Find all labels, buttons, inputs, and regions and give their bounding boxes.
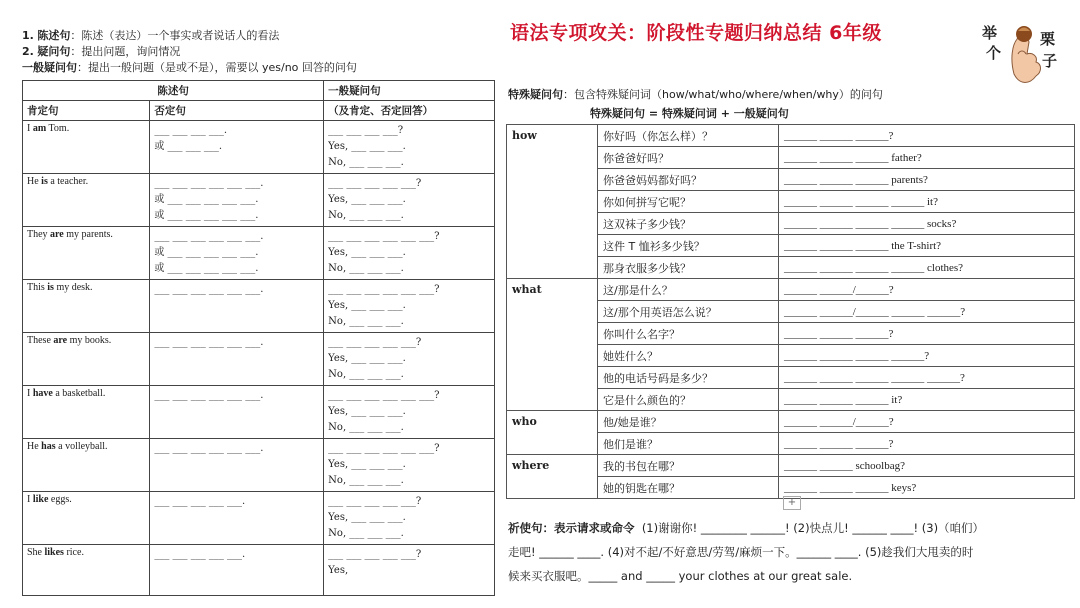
affirmative-cell: [23, 333, 150, 386]
negative-cell: [150, 280, 324, 333]
blank-line: ___ ___ ___ ___ ___ ___?: [328, 443, 440, 454]
english-blank: ______ ______ ______?: [779, 433, 1075, 455]
sentence-text: She: [27, 547, 45, 558]
affirmative-cell: [23, 545, 150, 596]
question-cell: [324, 333, 495, 386]
blank-line: No, ___ ___ ___.: [328, 475, 404, 486]
english-blank: ______ ______ schoolbag?: [779, 455, 1075, 477]
blank-line: Yes, ___ ___ ___.: [328, 512, 406, 523]
blank-line: Yes, ___ ___ ___.: [328, 406, 406, 417]
blank-line: ___ ___ ___ ___ ___ ___.: [154, 337, 264, 348]
verb-highlight: is: [47, 282, 54, 293]
chinese-prompt: 她姓什么？: [598, 345, 779, 367]
english-blank: ______ ______ ______ ______ socks?: [779, 213, 1075, 235]
logo-char: 个: [986, 44, 1002, 62]
special-question-desc: ：包含特殊疑问词（how/what/who/where/when/why）的问句: [563, 88, 883, 101]
blank-line: ___ ___ ___ ___ ___ ___?: [328, 284, 440, 295]
blank-line: ___ ___ ___ ___ ___.: [154, 549, 246, 560]
question-cell: [324, 280, 495, 333]
verb-highlight: am: [32, 123, 47, 134]
chinese-prompt: 他/她是谁？: [598, 411, 779, 433]
sentence-text: my desk.: [53, 282, 93, 293]
sentence-text: Tom.: [46, 123, 70, 134]
blank-line: ___ ___ ___ ___ ___ ___.: [154, 231, 264, 242]
blank-line: Yes,: [328, 565, 349, 576]
blank-line: No, ___ ___ ___.: [328, 316, 404, 327]
verb-highlight: likes: [44, 547, 64, 558]
blank-line: No, ___ ___ ___.: [328, 528, 404, 539]
def-question: [22, 44, 492, 60]
blank-line: No, ___ ___ ___.: [328, 422, 404, 433]
chinese-prompt: 那身衣服多少钱？: [598, 257, 779, 279]
header-statement: 陈述句: [23, 81, 324, 101]
english-blank: ______ ______ ______ father?: [779, 147, 1075, 169]
english-blank: ______ ______ ______ ______ it?: [779, 191, 1075, 213]
question-cell: [324, 227, 495, 280]
question-cell: [324, 492, 495, 545]
chinese-prompt: 你叫什么名字？: [598, 323, 779, 345]
table-row: [23, 545, 495, 596]
blank-line: Yes, ___ ___ ___.: [328, 141, 406, 152]
chinese-prompt: 这件 T 恤衫多少钱？: [598, 235, 779, 257]
logo-char: 举: [982, 24, 998, 42]
verb-highlight: like: [32, 494, 49, 505]
english-blank: ______ ______ ______ ______ clothes?: [779, 257, 1075, 279]
blank-line: 或 ___ ___ ___ ___ ___.: [154, 247, 259, 258]
blank-line: Yes, ___ ___ ___.: [328, 353, 406, 364]
blank-line: Yes, ___ ___ ___.: [328, 300, 406, 311]
english-blank: ______ ______ ______ keys?: [779, 477, 1075, 499]
verb-highlight: are: [53, 335, 68, 346]
chinese-prompt: 她的钥匙在哪？: [598, 477, 779, 499]
table-row: [23, 492, 495, 545]
blank-line: ___ ___ ___ ___ ___ ___.: [154, 284, 264, 295]
blank-line: ___ ___ ___ ___.: [154, 125, 228, 136]
english-blank: ______ ______ ______?: [779, 125, 1075, 147]
negative-cell: [150, 227, 324, 280]
question-cell: [324, 121, 495, 174]
sentence-text: They: [27, 229, 51, 240]
def-desc: ：提出问题，询问情况: [70, 45, 181, 58]
def-num: 1.: [22, 29, 34, 42]
affirmative-cell: [23, 227, 150, 280]
blank-line: ___ ___ ___ ___ ___ ___.: [154, 178, 264, 189]
english-blank: ______ ______ ______ ______?: [779, 345, 1075, 367]
imperative-text: (1)谢谢你! ________ ______! (2)快点儿! ______ ____! (3)（咱们）: [641, 521, 985, 535]
affirmative-cell: [23, 121, 150, 174]
logo-char: 子: [1042, 52, 1058, 70]
sentence-text: a basketball.: [52, 388, 106, 399]
english-blank: ______ ______ ______ it?: [779, 389, 1075, 411]
question-word: where: [507, 455, 598, 499]
sentence-text: He: [27, 176, 42, 187]
special-question-term: 特殊疑问句: [508, 88, 563, 101]
blank-line: ___ ___ ___ ___ ___ ___?: [328, 390, 440, 401]
question-cell: [324, 174, 495, 227]
sentence-text: I: [27, 123, 33, 134]
sentence-text: He: [27, 441, 42, 452]
chinese-prompt: 这/那是什么？: [598, 279, 779, 301]
question-word: what: [507, 279, 598, 411]
table-row: [507, 279, 1075, 301]
table-row: [23, 386, 495, 439]
blank-line: ___ ___ ___ ___?: [328, 125, 404, 136]
english-blank: ______ ______ ______ the T-shirt?: [779, 235, 1075, 257]
blank-line: ___ ___ ___ ___ ___?: [328, 496, 422, 507]
chinese-prompt: 你如何拼写它呢？: [598, 191, 779, 213]
special-question-formula: 特殊疑问句 = 特殊疑问词 + 一般疑问句: [590, 107, 789, 120]
negative-cell: [150, 386, 324, 439]
blank-line: 或 ___ ___ ___ ___ ___.: [154, 263, 259, 274]
english-blank: ______ ______ ______ parents?: [779, 169, 1075, 191]
sentence-text: I: [27, 494, 33, 505]
english-blank: ______ ______/______ ______ ______?: [779, 301, 1075, 323]
blank-line: 或 ___ ___ ___ ___ ___.: [154, 194, 259, 205]
blank-line: ___ ___ ___ ___ ___ ___.: [154, 390, 264, 401]
blank-line: ___ ___ ___ ___ ___.: [154, 496, 246, 507]
definitions: [22, 28, 492, 76]
question-cell: [324, 386, 495, 439]
chinese-prompt: 我的书包在哪？: [598, 455, 779, 477]
header-general: [324, 81, 495, 101]
question-word: who: [507, 411, 598, 455]
sentence-text: my parents.: [63, 229, 113, 240]
blank-line: No, ___ ___ ___.: [328, 369, 404, 380]
chinese-prompt: 你爸爸妈妈都好吗？: [598, 169, 779, 191]
special-question-intro: [508, 86, 883, 102]
english-blank: ______ ______ ______ ______ ______?: [779, 367, 1075, 389]
sentence-text: This: [27, 282, 48, 293]
header-aff: 肯定句: [23, 101, 150, 121]
statement-question-table: [22, 80, 495, 596]
negative-cell: [150, 121, 324, 174]
sentence-text: rice.: [63, 547, 84, 558]
imperative-line: [508, 516, 1073, 540]
verb-highlight: has: [41, 441, 56, 452]
chinese-prompt: 他的电话号码是多少？: [598, 367, 779, 389]
blank-line: No, ___ ___ ___.: [328, 210, 404, 221]
sentence-text: a teacher.: [47, 176, 89, 187]
chinese-prompt: 这双袜子多少钱？: [598, 213, 779, 235]
sentence-text: a volleyball.: [55, 441, 108, 452]
def-term: 陈述句: [37, 29, 71, 42]
sentence-text: eggs.: [48, 494, 72, 505]
question-word: how: [507, 125, 598, 279]
table-row: [23, 280, 495, 333]
table-row: [507, 455, 1075, 477]
def-statement: [22, 28, 492, 44]
imperative-section: [508, 516, 1073, 588]
sentence-text: my books.: [67, 335, 112, 346]
chinese-prompt: 这/那个用英语怎么说？: [598, 301, 779, 323]
english-blank: ______ ______ ______?: [779, 323, 1075, 345]
chinese-prompt: 你好吗（你怎么样）？: [598, 125, 779, 147]
chinese-prompt: 它是什么颜色的？: [598, 389, 779, 411]
affirmative-cell: [23, 386, 150, 439]
def-desc: ：提出一般问题（是或不是），需要以 yes/no 回答的问句: [77, 61, 357, 74]
negative-cell: [150, 545, 324, 596]
blank-line: No, ___ ___ ___.: [328, 157, 404, 168]
table-row: [23, 121, 495, 174]
negative-cell: [150, 492, 324, 545]
table-row: [23, 439, 495, 492]
blank-line: ___ ___ ___ ___ ___ ___?: [328, 231, 440, 242]
english-blank: ______ ______/______?: [779, 411, 1075, 433]
imperative-line: 候来买衣服吧。_____ and _____ your clothes at our great sale.: [508, 569, 853, 583]
blank-line: Yes, ___ ___ ___.: [328, 194, 406, 205]
special-question-table: [506, 124, 1075, 499]
question-cell: [324, 545, 495, 596]
blank-line: 或 ___ ___ ___.: [154, 141, 223, 152]
header-general-label: 一般疑问句: [328, 85, 381, 97]
sentence-text: I: [27, 388, 33, 399]
english-blank: ______ ______/______?: [779, 279, 1075, 301]
imperative-term: 祈使句：表示请求或命令: [508, 521, 635, 535]
logo-char: 栗: [1040, 30, 1056, 48]
blank-line: Yes, ___ ___ ___.: [328, 459, 406, 470]
def-term: 疑问句: [37, 45, 71, 58]
blank-line: ___ ___ ___ ___ ___?: [328, 549, 422, 560]
blank-line: 或 ___ ___ ___ ___ ___.: [154, 210, 259, 221]
verb-highlight: have: [32, 388, 53, 399]
blank-line: ___ ___ ___ ___ ___ ___.: [154, 443, 264, 454]
page-title: 语法专项攻关：阶段性专题归纳总结 6年级: [510, 22, 882, 44]
verb-highlight: are: [50, 229, 64, 240]
blank-line: No, ___ ___ ___.: [328, 263, 404, 274]
def-num: 2.: [22, 45, 34, 58]
negative-cell: [150, 174, 324, 227]
add-row-button[interactable]: +: [783, 496, 801, 510]
affirmative-cell: [23, 439, 150, 492]
negative-cell: [150, 439, 324, 492]
chinese-prompt: 你爸爸好吗？: [598, 147, 779, 169]
header-general-sub: （及肯定、否定回答）: [324, 101, 495, 121]
blank-line: Yes, ___ ___ ___.: [328, 247, 406, 258]
chinese-prompt: 他们是谁？: [598, 433, 779, 455]
table-row: [23, 333, 495, 386]
imperative-line: 走吧! ______ ____. (4)对不起/不好意思/劳驾/麻烦一下。______ ____. (5)趁我们大甩卖的时: [508, 545, 974, 559]
sentence-text: These: [27, 335, 54, 346]
table-row: [507, 411, 1075, 433]
def-desc: ：陈述（表达）一个事实或者说话人的看法: [70, 29, 280, 42]
header-neg: 否定句: [150, 101, 324, 121]
affirmative-cell: [23, 280, 150, 333]
blank-line: ___ ___ ___ ___ ___?: [328, 178, 422, 189]
def-term: 一般疑问句: [22, 61, 77, 74]
affirmative-cell: [23, 174, 150, 227]
negative-cell: [150, 333, 324, 386]
table-row: [23, 227, 495, 280]
logo: [980, 14, 1062, 96]
question-cell: [324, 439, 495, 492]
table-row: [507, 125, 1075, 147]
blank-line: ___ ___ ___ ___ ___?: [328, 337, 422, 348]
verb-highlight: is: [41, 176, 48, 187]
affirmative-cell: [23, 492, 150, 545]
def-general: [22, 60, 492, 76]
table-row: [23, 174, 495, 227]
